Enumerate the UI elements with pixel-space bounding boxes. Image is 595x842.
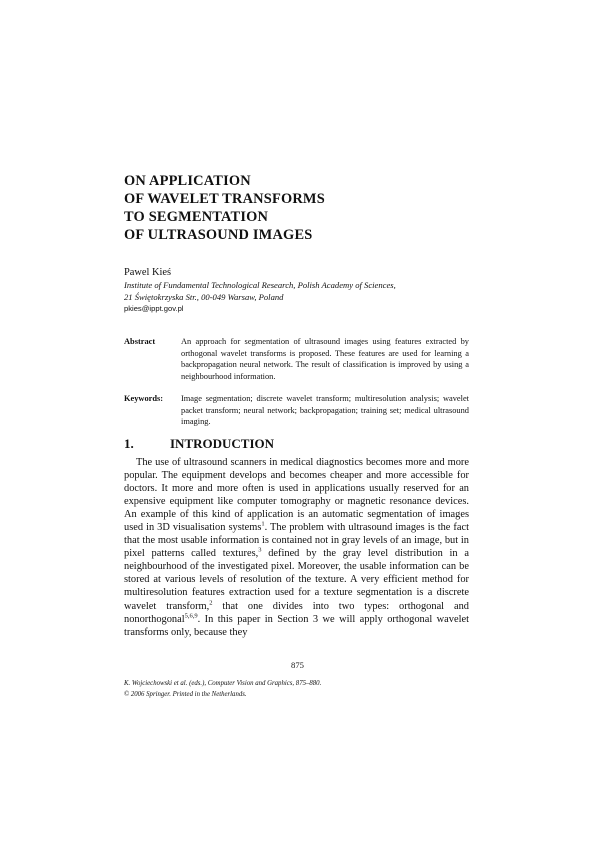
abstract-label: Abstract [124, 337, 156, 346]
text-run: . In this paper in Section 3 we will apply orthogonal wavelet transforms only, because they [124, 613, 469, 638]
title-line: ON APPLICATION [124, 173, 251, 189]
abstract-text: An approach for segmentation of ultrasound images using features extracted by orthogonal wavelet transforms is proposed. These features are used for learning a backpropagation neural network. The result of classification is improved by using a neighbourhood information. [181, 337, 469, 381]
title-line: OF ULTRASOUND IMAGES [124, 227, 313, 243]
citation-ref: 5,6,9 [184, 612, 198, 620]
title-line: TO SEGMENTATION [124, 209, 269, 225]
citation-ref: 2 [209, 599, 213, 607]
author-email[interactable]: pkies@ippt.gov.pl [124, 304, 184, 313]
keywords-label: Keywords: [124, 394, 164, 403]
text-run: defined by the gray level distribution in a neighbourhood of the investigated pixel. Moreover, the usable information can be stored at various levels of resolution of the texture. A very efficient method for multiresolution features extraction used for a texture segmentation is a discrete wavelet transform, [124, 548, 469, 612]
citation-ref: 3 [258, 546, 262, 554]
footer-citation [124, 678, 469, 700]
affiliation-line: Institute of Fundamental Technological Research, Polish Academy of Sciences, [124, 280, 396, 290]
section-heading [124, 436, 274, 452]
body-text [124, 456, 469, 639]
footer-line: © 2006 Springer. Printed in the Netherlands. [124, 691, 247, 698]
affiliation-line: 21 Świętokrzyska Str., 00-049 Warsaw, Poland [124, 292, 284, 303]
footer-line: K. Wojciechowski et al. (eds.), Computer Vision and Graphics, 875–880. [124, 680, 322, 687]
intro-paragraph [124, 456, 469, 639]
paper-title [124, 172, 504, 244]
text-run: . The problem with ultrasound images is the fact that the most usable information is contained not in gray levels of an image, but in pixel patterns called textures, [124, 522, 469, 560]
keywords-text: Image segmentation; discrete wavelet transform; multiresolution analysis; wavelet packet transform; neural network; backpropagation; training set; medical ultrasound imaging. [181, 394, 469, 427]
text-run: that one divides into two types: orthogonal and nonorthogonal [124, 600, 469, 625]
affiliation [124, 279, 469, 303]
author-name: Pawel Kieś [124, 267, 172, 278]
title-line: OF WAVELET TRANSFORMS [124, 191, 325, 207]
keywords-block [124, 393, 469, 429]
text-run: The use of ultrasound scanners in medical diagnostics becomes more and more popular. The equipment develops and becomes cheaper and more accessible for doctors. It more and more often is used in applications usually reserved for an expensive equipment like computer tomography or magnetic resonance devices. An example of this kind of application is an automatic segmentation of images used in 3D visualisation systems [124, 457, 469, 534]
section-title: INTRODUCTION [170, 436, 275, 451]
citation-ref: 1 [261, 520, 265, 528]
section-number: 1. [124, 436, 134, 451]
page-number: 875 [291, 660, 304, 670]
abstract-block [124, 336, 469, 382]
